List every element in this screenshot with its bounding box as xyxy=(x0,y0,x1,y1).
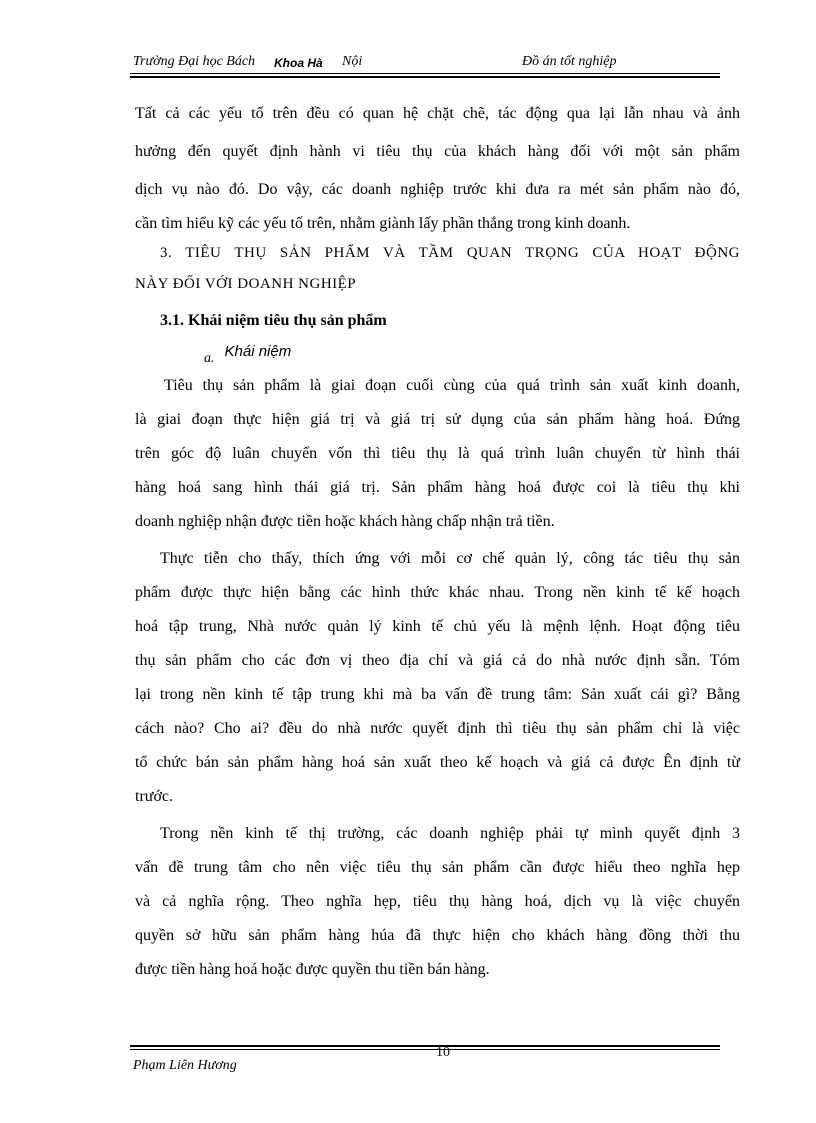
paragraph-3-line: phẩm được thực hiện bằng các hình thức khác nhau. Trong nền kinh tế kế hoạch xyxy=(135,584,740,601)
footer-author: Phạm Liên Hương xyxy=(133,1058,237,1073)
footer-rule-thin xyxy=(130,1049,720,1050)
item-a-letter: a. xyxy=(204,351,215,366)
header-rule-thick xyxy=(130,76,720,78)
paragraph-3-line: hoá tập trung, Nhà nước quản lý kinh tế chủ yếu là mệnh lệnh. Hoạt động tiêu xyxy=(135,618,740,635)
paragraph-2-line: doanh nghiệp nhận được tiền hoặc khách hàng chấp nhận trả tiền. xyxy=(135,513,555,530)
subsection-heading: 3.1. Khái niệm tiêu thụ sản phẩm xyxy=(160,312,387,329)
paragraph-2-line: Tiêu thụ sản phẩm là giai đoạn cuối cùng của quá trình sản xuất kinh doanh, xyxy=(164,377,740,394)
header-university: Trường Đại học Bách xyxy=(133,54,256,69)
paragraph-1-line: dịch vụ nào đó. Do vậy, các doanh nghiệp trước khi đưa ra mét sản phẩm nào đó, xyxy=(135,181,740,198)
paragraph-4-line: vấn đề trung tâm cho nên việc tiêu thụ sản phẩm cần được hiểu theo nghĩa hẹp xyxy=(135,859,740,876)
paragraph-2-line: là giai đoạn thực hiện giá trị và giá trị sử dụng của sản phẩm hàng hoá. Đứng xyxy=(135,411,740,428)
paragraph-4-line: được tiền hàng hoá hoặc được quyền thu tiền bán hàng. xyxy=(135,961,490,978)
paragraph-2-line: hàng hoá sang hình thái giá trị. Sản phẩm hàng hoá được coi là tiêu thụ khi xyxy=(135,479,740,496)
paragraph-3-line: trước. xyxy=(135,788,174,805)
paragraph-3-line: lại trong nền kinh tế tập trung khi mà ba vấn đề trung tâm: Sản xuất cái gì? Bằng xyxy=(135,686,740,703)
section-heading: NÀY ĐỐI VỚI DOANH NGHIỆP xyxy=(135,276,357,292)
paragraph-1-line: Tất cả các yếu tố trên đều có quan hệ chặt chẽ, tác động qua lại lẫn nhau và ảnh xyxy=(135,105,740,122)
header-rule-thin xyxy=(130,73,720,74)
item-a-label: Khái niệm xyxy=(224,343,292,360)
header-stamp: Khoa Hà xyxy=(274,56,323,70)
paragraph-1-line: hưởng đến quyết định hành vi tiêu thụ của khách hàng đối với một sản phẩm xyxy=(135,143,740,160)
paragraph-3-line: tổ chức bán sản phẩm hàng hoá sản xuất theo kế hoạch và giá cả được Ên định từ xyxy=(135,754,740,771)
paragraph-4-line: quyền sở hữu sản phẩm hàng húa đã thực hiện cho khách hàng đồng thời thu xyxy=(135,927,740,944)
paragraph-1-line: cần tìm hiểu kỹ các yếu tố trên, nhằm giành lấy phần thắng trong kinh doanh. xyxy=(135,215,631,232)
paragraph-3-line: thụ sản phẩm cho các đơn vị theo địa chỉ và giá cả do nhà nước định sẵn. Tóm xyxy=(135,652,740,669)
paragraph-4-line: Trong nền kinh tế thị trường, các doanh nghiệp phải tự mình quyết định 3 xyxy=(160,825,740,842)
paragraph-2-line: trên góc độ luân chuyển vốn thì tiêu thụ là quá trình luân chuyển từ hình thái xyxy=(135,445,740,462)
paragraph-3-line: cách nào? Cho ai? đều do nhà nước quyết định thì tiêu thụ sản phẩm chỉ là việc xyxy=(135,720,740,737)
paragraph-4-line: và cả nghĩa rộng. Theo nghĩa hẹp, tiêu thụ hàng hoá, dịch vụ là việc chuyển xyxy=(135,893,740,910)
page-number: 10 xyxy=(436,1045,450,1060)
header-document-type: Đồ án tốt nghiệp xyxy=(522,54,617,69)
section-heading: 3. TIÊU THỤ SẢN PHẨM VÀ TẦM QUAN TRỌNG CỦA HOẠT ĐỘNG xyxy=(160,245,740,261)
item-a xyxy=(204,343,292,366)
footer-rule-thick xyxy=(130,1045,720,1047)
header-university-suffix: Nội xyxy=(342,54,363,69)
paragraph-3-line: Thực tiễn cho thấy, thích ứng với mỗi cơ chế quản lý, công tác tiêu thụ sản xyxy=(160,550,740,567)
